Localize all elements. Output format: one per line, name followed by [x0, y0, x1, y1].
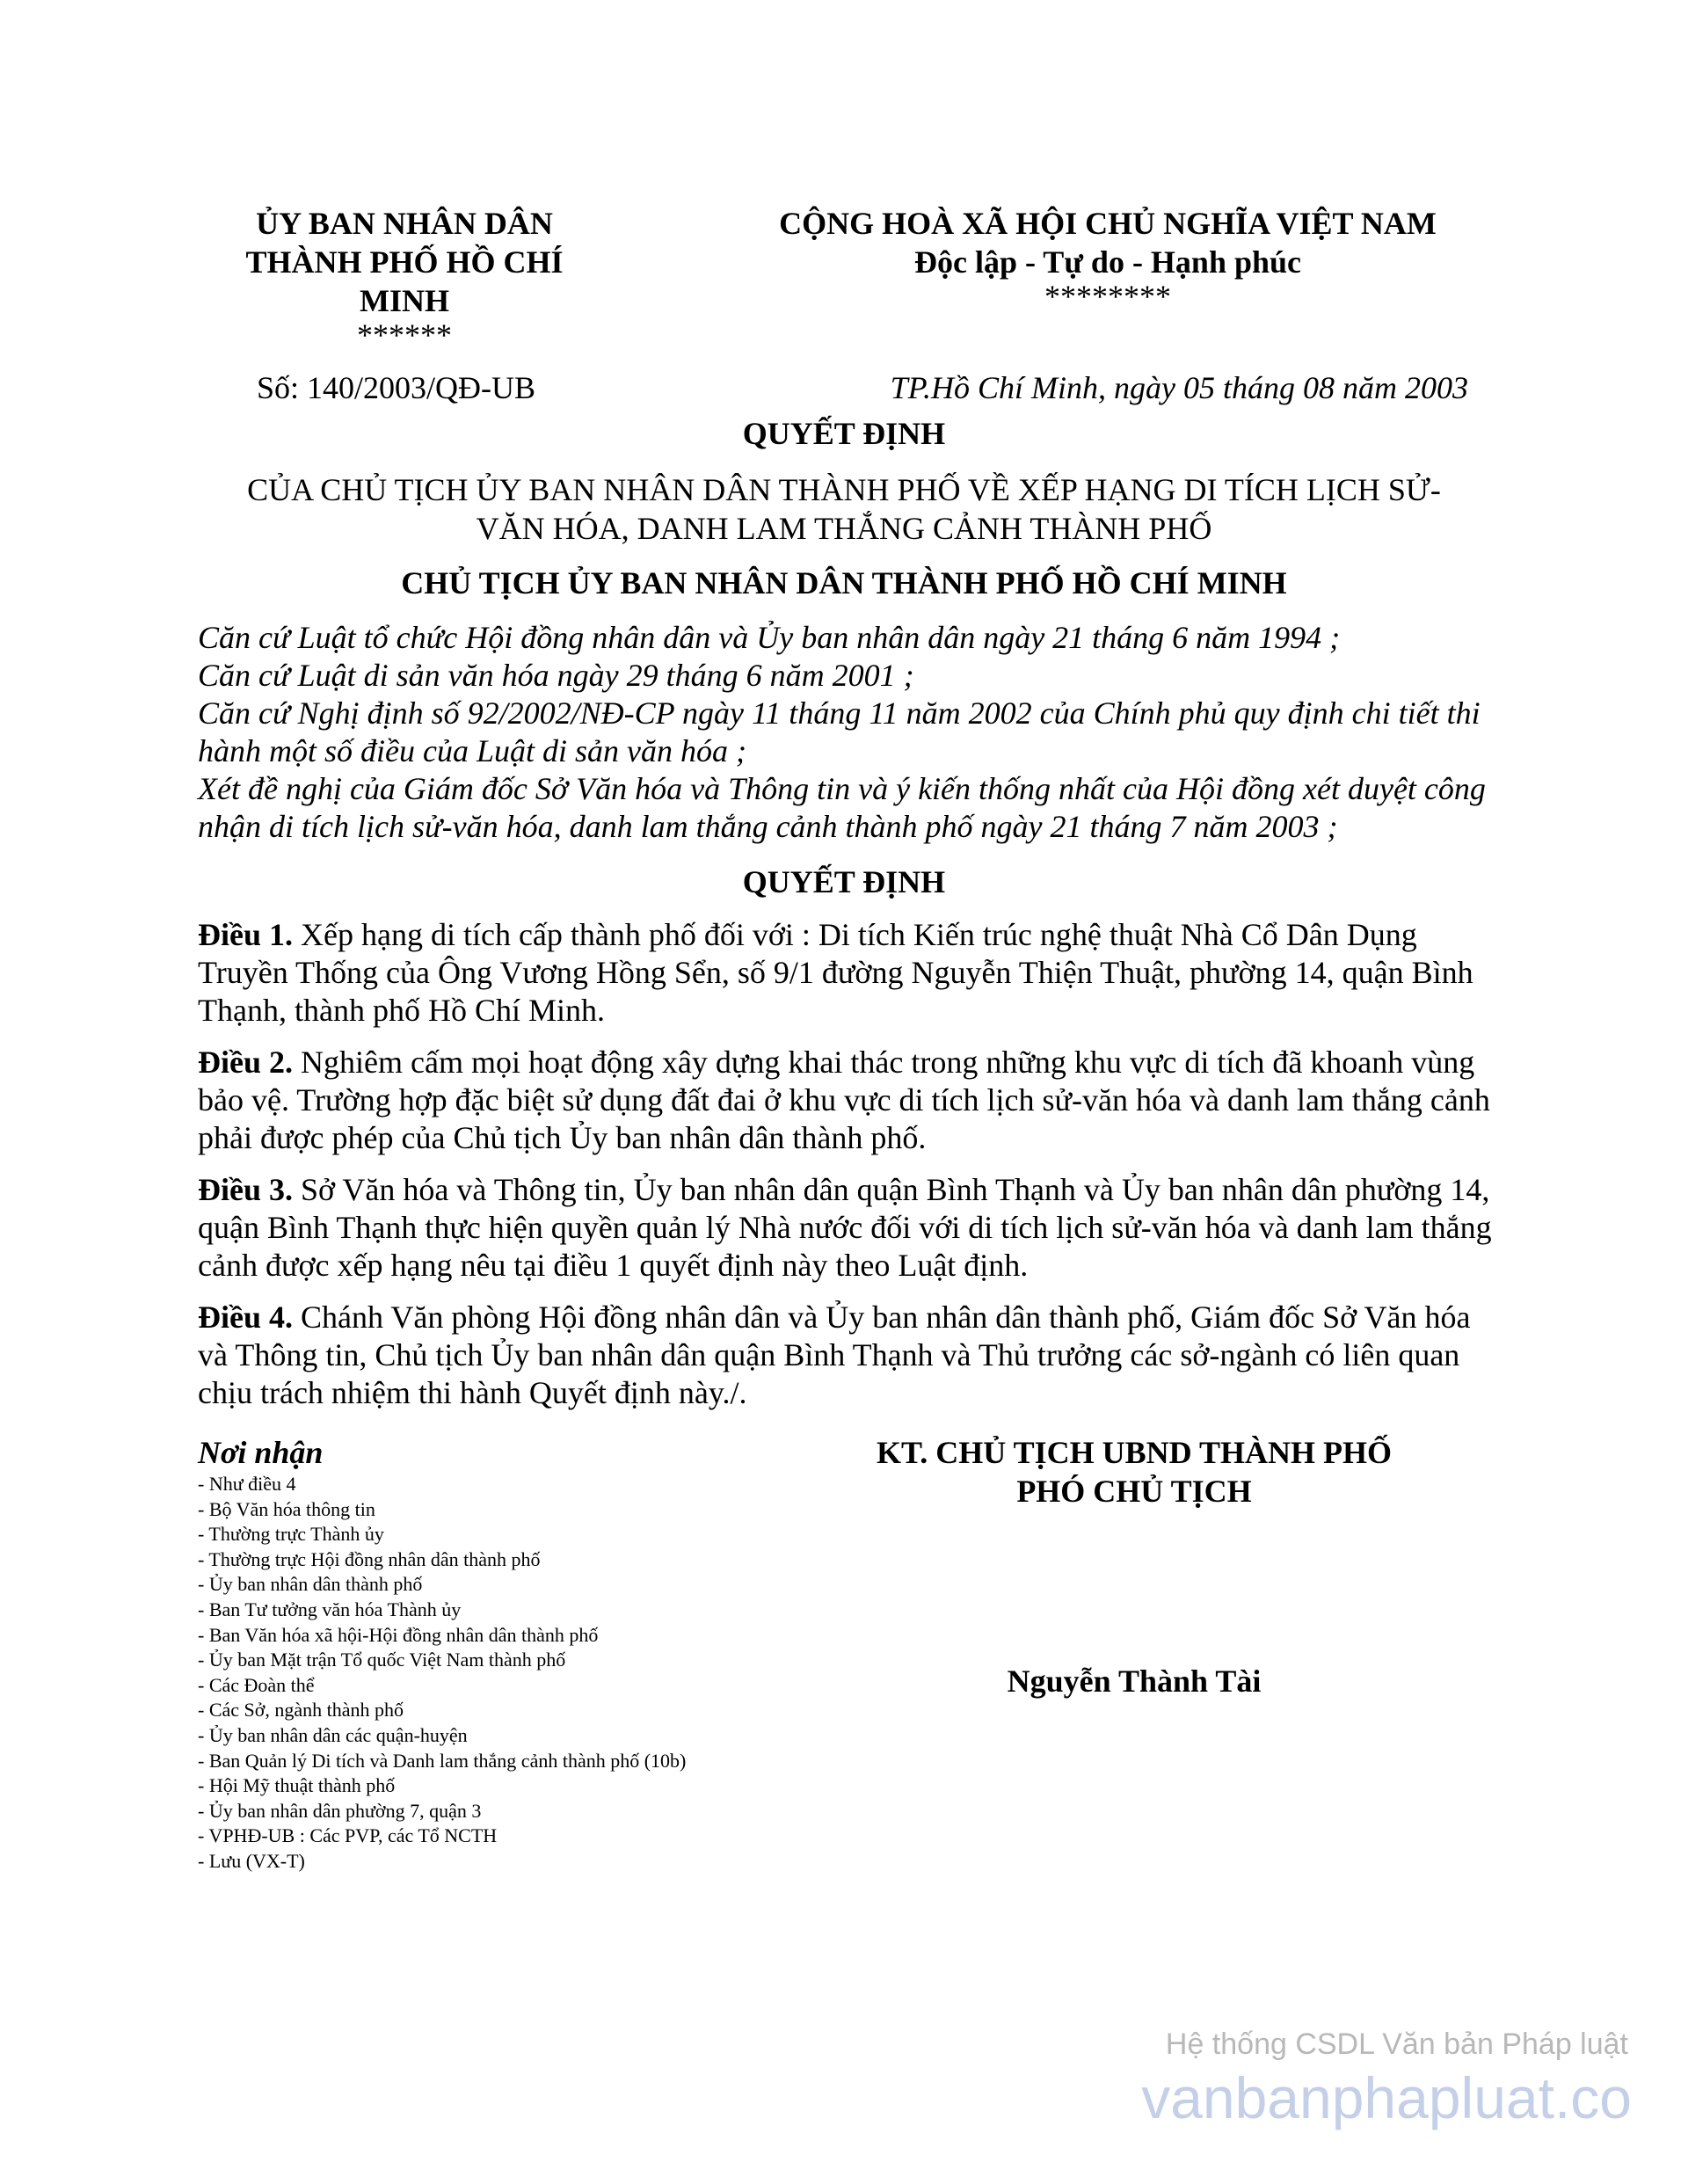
recipient-item: - Ủy ban nhân dân thành phố	[198, 1573, 423, 1596]
agency-line: ỦY BAN NHÂN DÂN	[256, 206, 553, 241]
recipient-item: - Ban Tư tưởng văn hóa Thành ủy	[198, 1598, 462, 1620]
national-motto: Độc lập - Tự do - Hạnh phúc	[913, 244, 1302, 280]
basis-item: Căn cứ Luật tổ chức Hội đồng nhân dân và Ủy ban nhân dân ngày 21 tháng 6 năm 1994 ;	[198, 620, 1341, 655]
decision-heading: QUYẾT ĐỊNH	[742, 864, 946, 899]
article-1	[198, 916, 1499, 1030]
watermark-caption: Hệ thống CSDL Văn bản Pháp luật	[1165, 2027, 1628, 2061]
issuing-authority: CHỦ TỊCH ỦY BAN NHÂN DÂN THÀNH PHỐ HỒ CHÍ MINH	[401, 565, 1287, 601]
article-text: Chánh Văn phòng Hội đồng nhân dân và Ủy ban nhân dân thành phố, Giám đốc Sở Văn hóa và Thông tin, Chủ tịch Ủy ban nhân dân quận Bình Thạnh và Thủ trưởng các sở-ngành có liên quan chịu trách nhiệm thi hành Quyết định này./.	[198, 1299, 1471, 1410]
signature-position: PHÓ CHỦ TỊCH	[1016, 1474, 1252, 1509]
signature-title: KT. CHỦ TỊCH UBND THÀNH PHỐ	[876, 1435, 1393, 1470]
article-label: Điều 3.	[198, 1172, 293, 1207]
document-number: Số: 140/2003/QĐ-UB	[257, 370, 536, 405]
article-text: Xếp hạng di tích cấp thành phố đối với : Di tích Kiến trúc nghệ thuật Nhà Cổ Dân Dụng Truyền Thống của Ông Vương Hồng Sển, số 9/1 đường Nguyễn Thiện Thuật, phường 14, quận Bình Thạnh, thành phố Hồ Chí Minh.	[198, 917, 1473, 1028]
recipient-item: - Thường trực Thành ủy	[198, 1523, 384, 1546]
article-label: Điều 1.	[198, 917, 293, 952]
recipient-item: - VPHĐ-UB : Các PVP, các Tổ NCTH	[198, 1824, 498, 1847]
article-text: Sở Văn hóa và Thông tin, Ủy ban nhân dân quận Bình Thạnh và Ủy ban nhân dân phường 14, quận Bình Thạnh thực hiện quyền quản lý Nhà nước đối với di tích lịch sử-văn hóa và danh lam thắng cảnh được xếp hạng nêu tại điều 1 quyết định này theo Luật định.	[198, 1172, 1492, 1283]
recipient-item: - Ủy ban nhân dân các quận-huyện	[198, 1723, 468, 1746]
recipient-item: - Ban Văn hóa xã hội-Hội đồng nhân dân thành phố	[198, 1623, 599, 1646]
recipient-item: - Các Sở, ngành thành phố	[198, 1699, 404, 1722]
article-text: Nghiêm cấm mọi hoạt động xây dựng khai thác trong những khu vực di tích đã khoanh vùng bảo vệ. Trường hợp đặc biệt sử dụng đất đai ở khu vực di tích lịch sử-văn hóa và danh lam thắng cảnh phải được phép của Chủ tịch Ủy ban nhân dân thành phố.	[198, 1045, 1490, 1155]
recipient-item: - Ủy ban Mặt trận Tổ quốc Việt Nam thành phố	[198, 1649, 566, 1671]
recipient-item: - Ủy ban nhân dân phường 7, quận 3	[198, 1799, 482, 1822]
watermark-site[interactable]: vanbanphapluat.co	[1141, 2065, 1632, 2130]
basis-item: Căn cứ Luật di sản văn hóa ngày 29 tháng 6 năm 2001 ;	[198, 658, 914, 693]
article-label: Điều 4.	[198, 1299, 293, 1335]
article-3	[198, 1171, 1499, 1285]
basis-item: Căn cứ Nghị định số 92/2002/NĐ-CP ngày 11 tháng 11 năm 2002 của Chính phủ quy định chi tiết thi hành một số điều của Luật di sản văn hóa ;	[198, 695, 1481, 768]
recipient-item: - Các Đoàn thể	[198, 1673, 315, 1696]
recipient-item: - Lưu (VX-T)	[198, 1849, 305, 1872]
recipients-list	[198, 1472, 813, 1875]
basis-item: Xét đề nghị của Giám đốc Sở Văn hóa và Thông tin và ý kiến thống nhất của Hội đồng xét duyệt công nhận di tích lịch sử-văn hóa, danh lam thắng cảnh thành phố ngày 21 tháng 7 năm 2003 ;	[198, 771, 1486, 844]
article-label: Điều 2.	[198, 1045, 293, 1080]
agency-line: MINH	[360, 283, 449, 318]
recipient-item: - Bộ Văn hóa thông tin	[198, 1497, 375, 1520]
signature-block	[818, 1433, 1451, 1511]
articles	[198, 916, 1499, 1426]
subtitle-line: CỦA CHỦ TỊCH ỦY BAN NHÂN DÂN THÀNH PHỐ VỀ XẾP HẠNG DI TÍCH LỊCH SỬ-	[247, 472, 1441, 507]
legal-basis	[198, 619, 1499, 846]
signer-name: Nguyễn Thành Tài	[1007, 1663, 1262, 1699]
recipient-item: - Ban Quản lý Di tích và Danh lam thắng cảnh thành phố (10b)	[198, 1749, 687, 1772]
document-subtitle	[202, 470, 1486, 548]
article-4	[198, 1299, 1499, 1412]
agency-stars: ******	[357, 317, 452, 353]
agency-line: THÀNH PHỐ HỒ CHÍ	[245, 244, 564, 280]
subtitle-line: VĂN HÓA, DANH LAM THẮNG CẢNH THÀNH PHỐ	[476, 511, 1212, 546]
recipient-item: - Như điều 4	[198, 1473, 296, 1495]
nation-stars: ********	[1044, 279, 1171, 314]
document-title: QUYẾT ĐỊNH	[742, 416, 946, 451]
recipients	[198, 1433, 813, 1875]
recipient-item: - Thường trực Hội đồng nhân dân thành phố	[198, 1547, 541, 1570]
issuing-agency	[220, 204, 589, 353]
place-and-date: TP.Hồ Chí Minh, ngày 05 tháng 08 năm 2003	[890, 370, 1468, 405]
recipients-title: Nơi nhận	[198, 1435, 324, 1470]
recipient-item: - Hội Mỹ thuật thành phố	[198, 1774, 396, 1797]
national-heading	[668, 204, 1547, 314]
article-2	[198, 1044, 1499, 1157]
nation-name: CỘNG HOÀ XÃ HỘI CHỦ NGHĨA VIỆT NAM	[779, 206, 1437, 241]
